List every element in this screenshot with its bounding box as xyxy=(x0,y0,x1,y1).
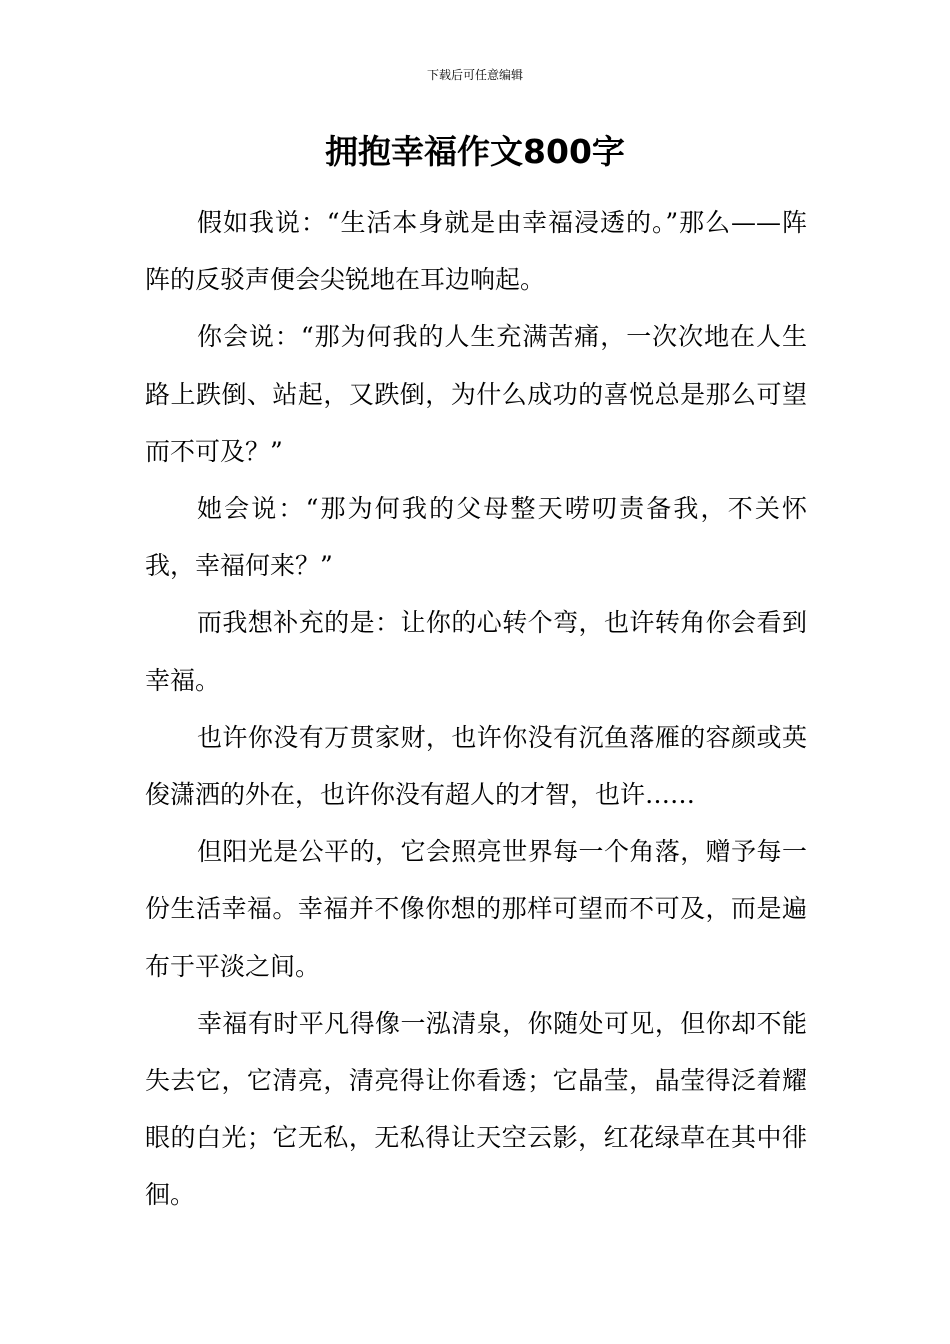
document-body xyxy=(145,194,807,1224)
paragraph: 但阳光是公平的，它会照亮世界每一个角落，赠予每一份生活幸福。幸福并不像你想的那样可望而不可及，而是遍布于平淡之间。 xyxy=(145,837,807,981)
paragraph: 幸福有时平凡得像一泓清泉，你随处可见，但你却不能失去它，它清亮，清亮得让你看透；它晶莹，晶莹得泛着耀眼的白光；它无私，无私得让天空云影，红花绿草在其中徘徊。 xyxy=(145,1008,807,1210)
document-title: 拥抱幸福作文800字 xyxy=(325,132,625,171)
paragraph: 假如我说：“生活本身就是由幸福浸透的。”那么——阵阵的反驳声便会尖锐地在耳边响起。 xyxy=(145,208,807,295)
paragraph: 她会说：“那为何我的父母整天唠叨责备我，不关怀我，幸福何来？” xyxy=(145,494,807,581)
paragraph: 也许你没有万贯家财，也许你没有沉鱼落雁的容颜或英俊潇洒的外在，也许你没有超人的才智，也许…… xyxy=(145,722,807,810)
paragraph: 你会说：“那为何我的人生充满苦痛，一次次地在人生路上跌倒、站起，又跌倒，为什么成功的喜悦总是那么可望而不可及？” xyxy=(145,322,807,466)
header-note: 下载后可任意编辑 xyxy=(426,68,523,82)
paragraph: 而我想补充的是：让你的心转个弯，也许转角你会看到幸福。 xyxy=(145,608,807,695)
